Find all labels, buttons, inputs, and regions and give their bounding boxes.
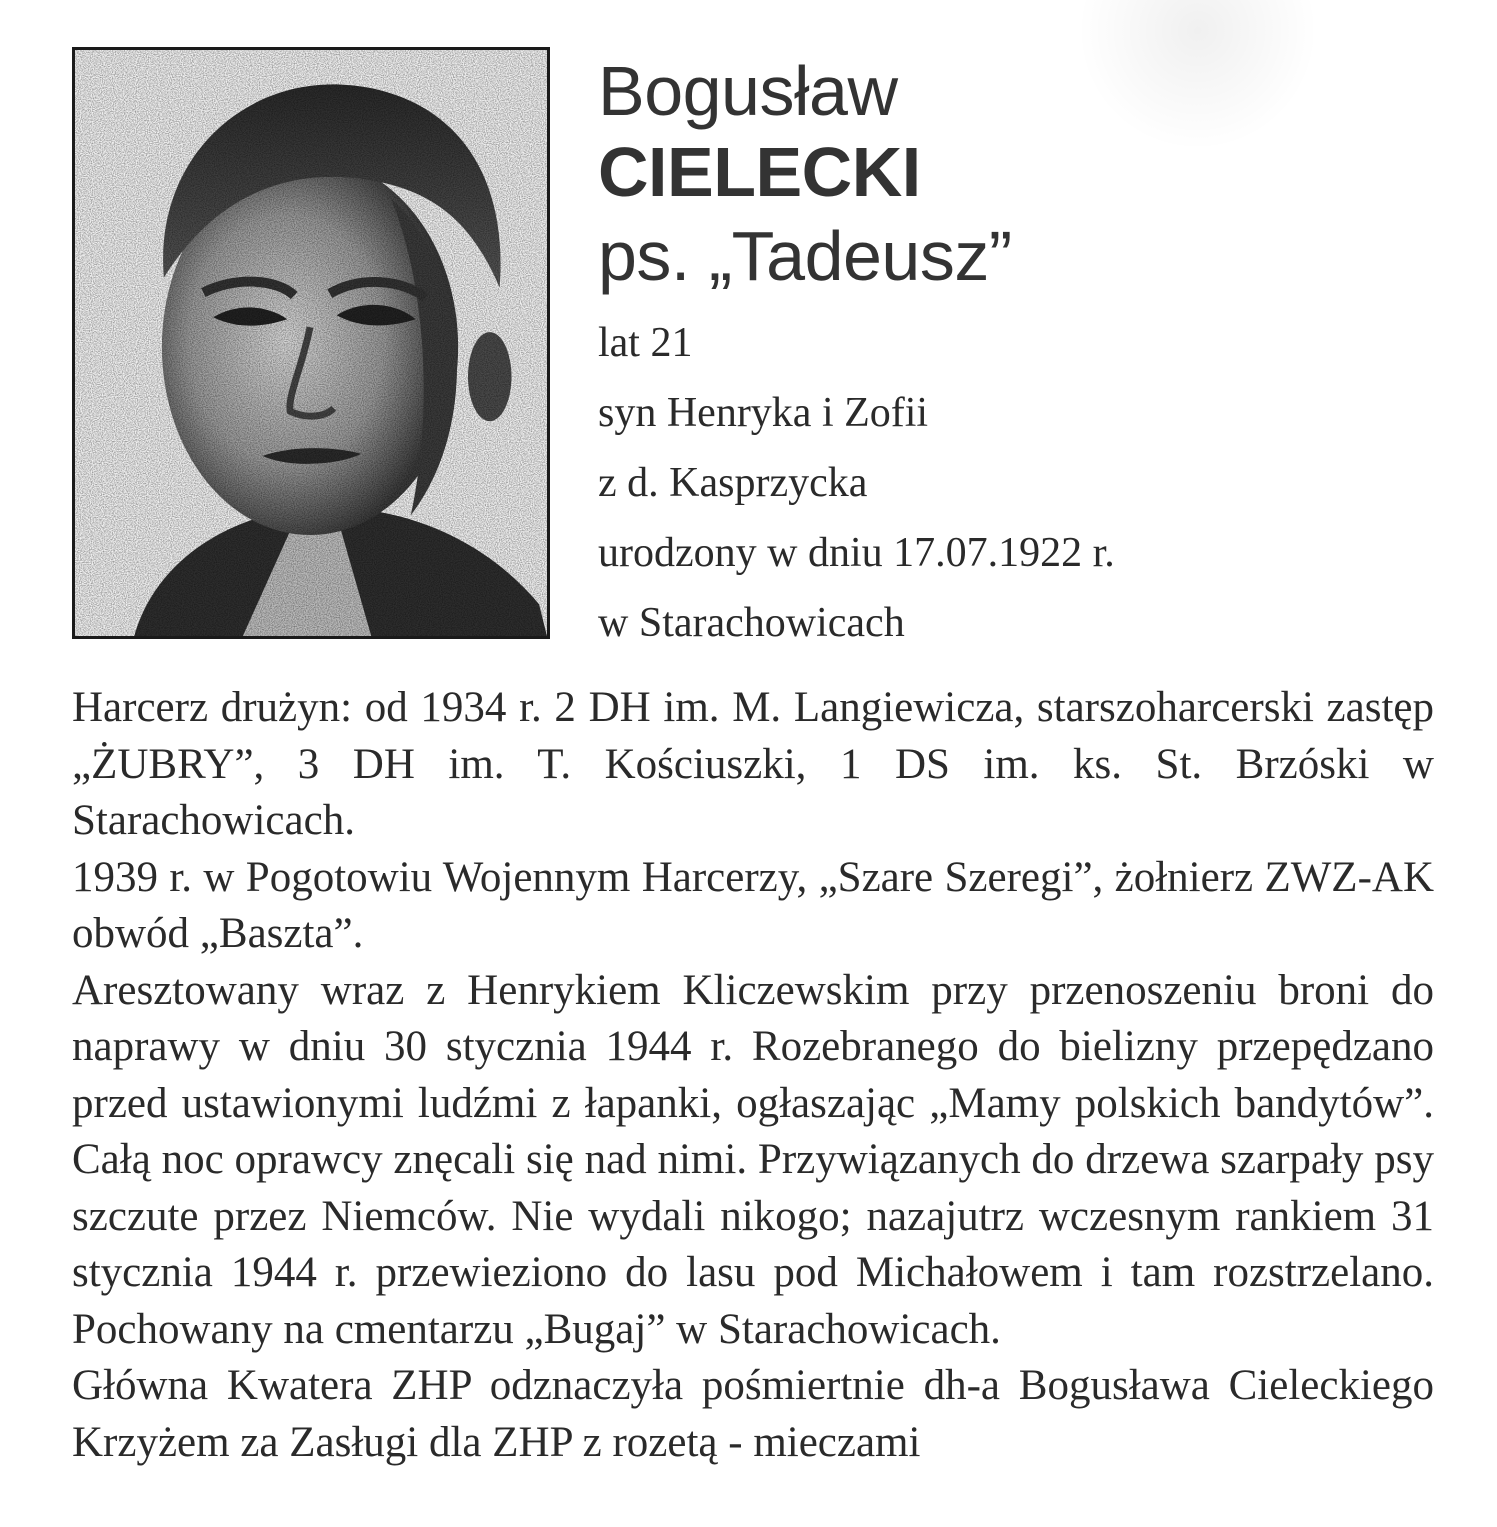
bio-paragraph-war-service: 1939 r. w Pogotowiu Wojennym Harcerzy, „Szare Szeregi”, żołnierz ZWZ-AK obwód „Baszta”. — [72, 853, 1434, 957]
fact-mother-maiden-name: z d. Kasprzycka — [598, 460, 868, 506]
pseudonym: ps. „Tadeusz” — [598, 217, 1012, 295]
bio-paragraph-decoration: Główna Kwatera ZHP odznaczyła pośmiertnie dh-a Bogusława Cieleckiego Krzyżem za Zasługi dla ZHP z rozetą - mieczami — [72, 1362, 1434, 1466]
portrait-image — [75, 50, 547, 636]
biography — [72, 680, 1434, 1471]
bio-paragraph-scouting: Harcerz drużyn: od 1934 r. 2 DH im. M. Langiewicza, starszoharcerski zastęp „ŻUBRY”, 3 DH im. T. Kościuszki, 1 DS im. ks. St. Brzóski w Starachowicach. — [72, 684, 1434, 844]
person-header — [598, 52, 1458, 658]
first-name: Bogusław — [598, 52, 898, 130]
last-name: CIELECKI — [598, 133, 921, 211]
fact-parents: syn Henryka i Zofii — [598, 390, 929, 436]
fact-birth-date: urodzony w dniu 17.07.1922 r. — [598, 530, 1115, 576]
fact-birth-place: w Starachowicach — [598, 600, 905, 646]
personal-facts — [598, 308, 1458, 658]
bio-paragraph-arrest-execution: Aresztowany wraz z Henrykiem Kliczewskim przy przenoszeniu broni do naprawy w dniu 30 stycznia 1944 r. Rozebranego do bielizny przepędzano przed ustawionymi ludźmi z łapanki, ogłaszając „Mamy polskich bandytów”. Całą noc oprawcy znęcali się nad nimi. Przywiązanych do drzewa szarpały psy szczute przez Niemców. Nie wydali nikogo; nazajutrz wczesnym rankiem 31 stycznia 1944 r. przewieziono do lasu pod Michałowem i tam rozstrzelano. Pochowany na cmentarzu „Bugaj” w Starachowicach. — [72, 966, 1434, 1353]
fact-age: lat 21 — [598, 320, 693, 366]
portrait-photo — [72, 47, 550, 639]
